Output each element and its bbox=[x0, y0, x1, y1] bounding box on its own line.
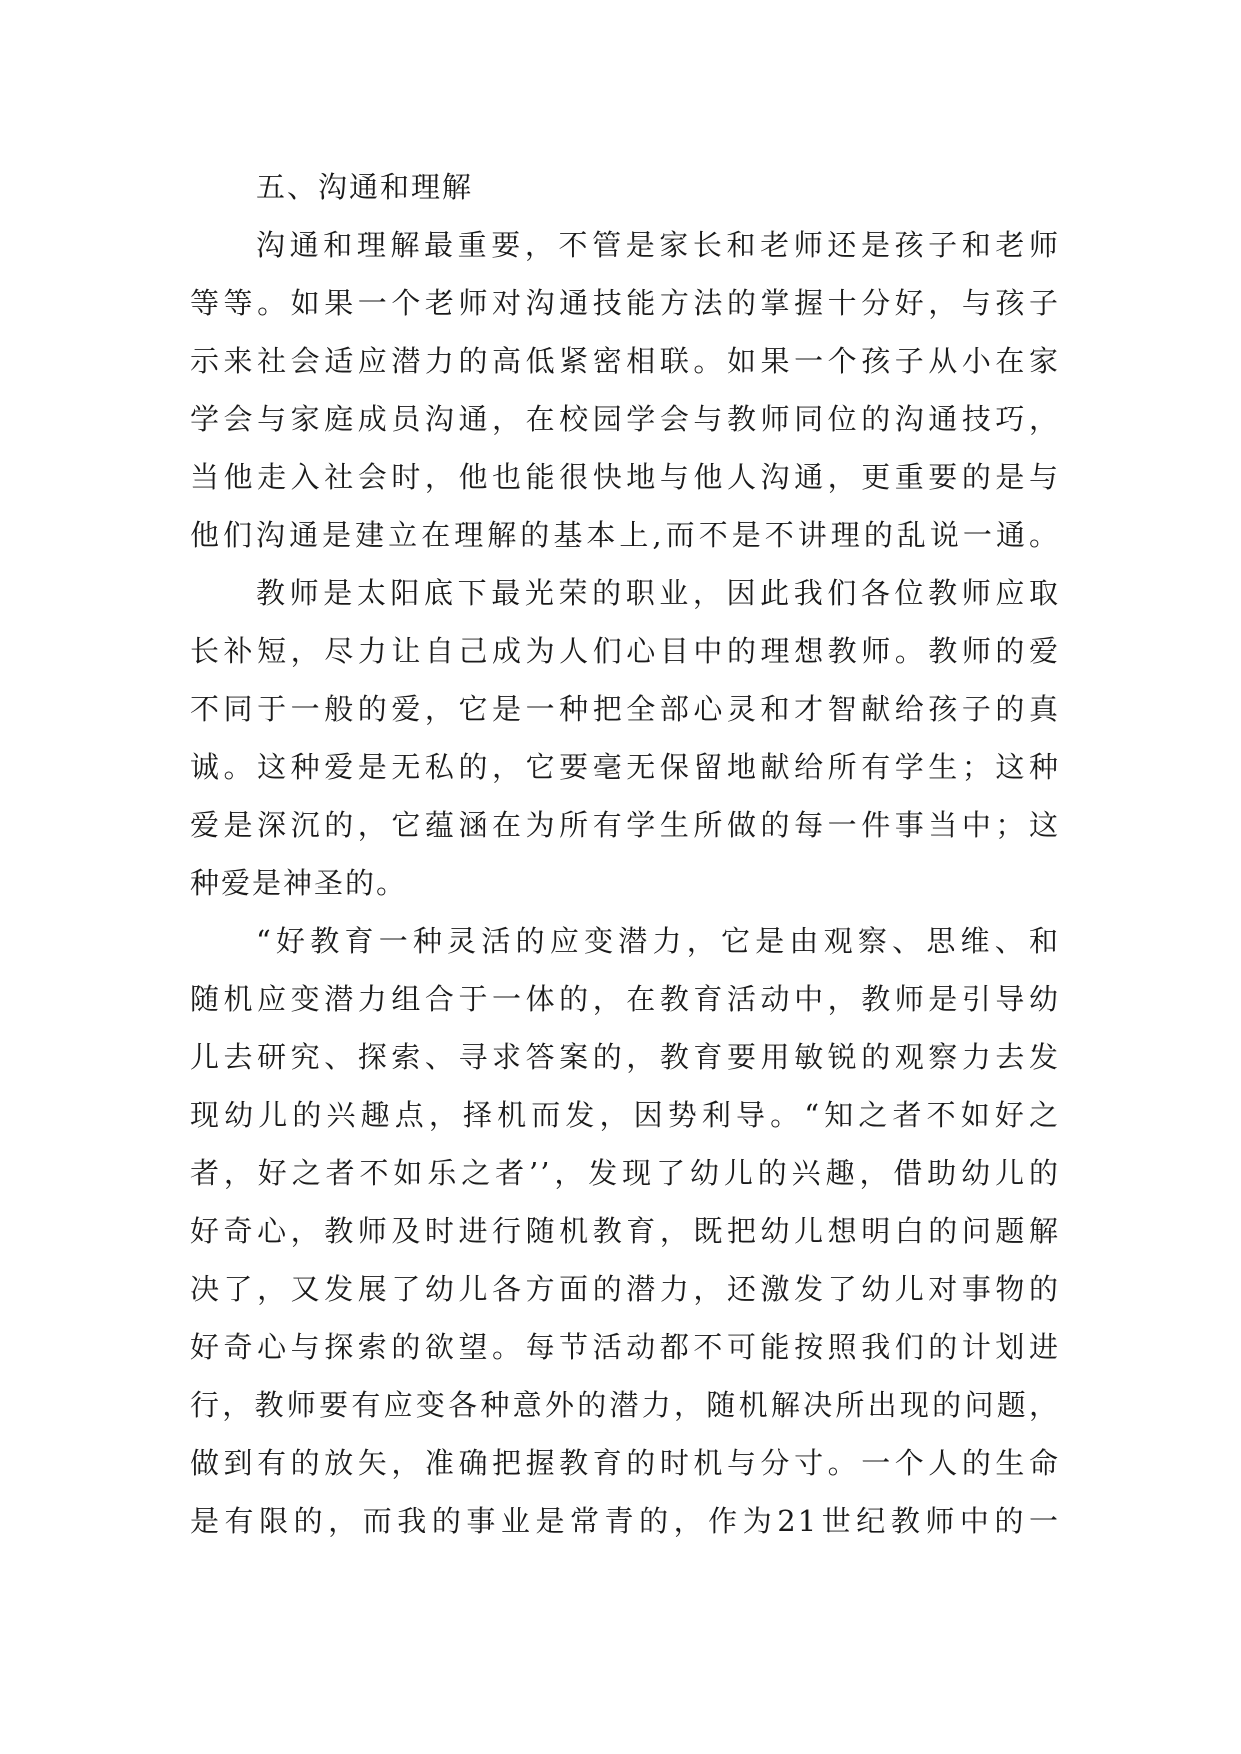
text-line: 行，教师要有应变各种意外的潜力，随机解决所出现的问题， bbox=[190, 1388, 1060, 1422]
text-line: 等等。如果一个老师对沟通技能方法的掌握十分好，与孩子 bbox=[190, 286, 1060, 320]
text-line: 沟通和理解最重要，不管是家长和老师还是孩子和老师 bbox=[256, 228, 1060, 262]
text-line: 儿去研究、探索、寻求答案的，教育要用敏锐的观察力去发 bbox=[190, 1040, 1060, 1074]
text-line: 他们沟通是建立在理解的基本上,而不是不讲理的乱说一通。 bbox=[190, 518, 1060, 552]
text-line: 好奇心与探索的欲望。每节活动都不可能按照我们的计划进 bbox=[190, 1330, 1060, 1364]
text-line: 种爱是神圣的。 bbox=[190, 866, 408, 900]
text-line: 是有限的，而我的事业是常青的，作为21世纪教师中的一 bbox=[190, 1504, 1060, 1538]
text-line: 不同于一般的爱，它是一种把全部心灵和才智献给孩子的真 bbox=[190, 692, 1060, 726]
text-line: 做到有的放矢，准确把握教育的时机与分寸。一个人的生命 bbox=[190, 1446, 1060, 1480]
text-line: 当他走入社会时，他也能很快地与他人沟通，更重要的是与 bbox=[190, 460, 1060, 494]
text-line: 决了，又发展了幼儿各方面的潜力，还激发了幼儿对事物的 bbox=[190, 1272, 1060, 1306]
text-line: 者，好之者不如乐之者’’，发现了幼儿的兴趣，借助幼儿的 bbox=[190, 1156, 1060, 1190]
text-line: 长补短，尽力让自己成为人们心目中的理想教师。教师的爱 bbox=[190, 634, 1060, 668]
text-line: 随机应变潜力组合于一体的，在教育活动中，教师是引导幼 bbox=[190, 982, 1060, 1016]
text-line: “好教育一种灵活的应变潜力，它是由观察、思维、和 bbox=[256, 924, 1060, 958]
paragraph-1 bbox=[190, 216, 1060, 564]
paragraph-2 bbox=[190, 564, 1060, 912]
paragraph-3 bbox=[190, 912, 1060, 1550]
text-line: 学会与家庭成员沟通，在校园学会与教师同位的沟通技巧， bbox=[190, 402, 1060, 436]
text-line: 教师是太阳底下最光荣的职业，因此我们各位教师应取 bbox=[256, 576, 1060, 610]
text-line: 诚。这种爱是无私的，它要毫无保留地献给所有学生；这种 bbox=[190, 750, 1060, 784]
text-line: 爱是深沉的，它蕴涵在为所有学生所做的每一件事当中；这 bbox=[190, 808, 1060, 842]
text-line: 现幼儿的兴趣点，择机而发，因势利导。“知之者不如好之 bbox=[190, 1098, 1060, 1132]
document-body bbox=[190, 158, 1060, 1550]
section-heading: 五、沟通和理解 bbox=[256, 170, 474, 204]
text-line: 示来社会适应潜力的高低紧密相联。如果一个孩子从小在家 bbox=[190, 344, 1060, 378]
text-line: 好奇心，教师及时进行随机教育，既把幼儿想明白的问题解 bbox=[190, 1214, 1060, 1248]
